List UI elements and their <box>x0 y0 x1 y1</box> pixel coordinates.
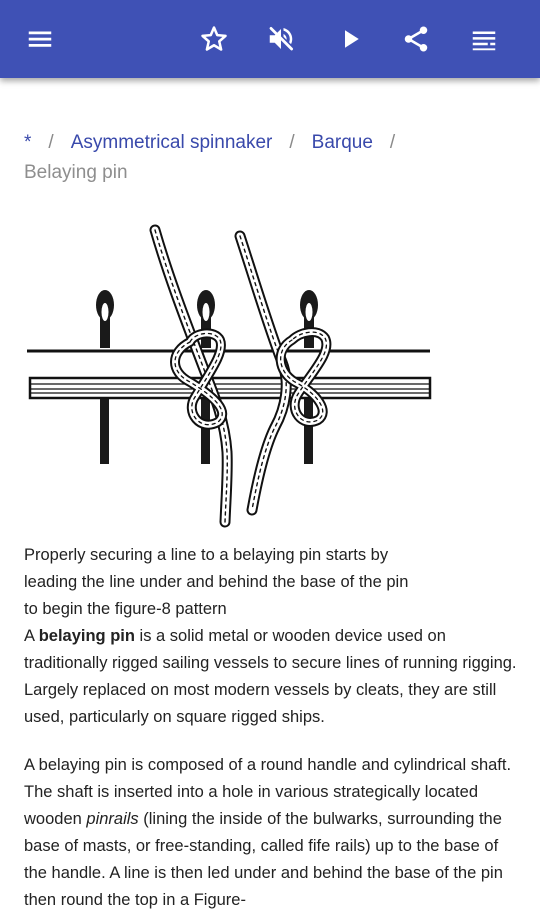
app-toolbar <box>0 0 540 78</box>
belaying-pin-illustration[interactable] <box>20 222 440 532</box>
share-icon <box>401 24 431 54</box>
breadcrumb-item-barque[interactable]: Barque <box>311 132 373 153</box>
list-icon <box>469 24 499 54</box>
breadcrumb-separator: / <box>48 132 54 153</box>
paragraph-text: (lining the inside of the bulwarks, surrounding the base of masts, or free-standing, called fife rails) up to the base of the handle. A line is then led under and behind the base of the pin then round the top in a Figure- <box>24 810 503 909</box>
caption-line: Properly securing a line to a belaying pin starts by <box>24 546 389 564</box>
caption-line: leading the line under and behind the base of the pin <box>24 573 409 591</box>
breadcrumb <box>24 128 524 188</box>
play-button[interactable] <box>330 19 370 59</box>
breadcrumb-separator: / <box>289 132 295 153</box>
share-button[interactable] <box>396 19 436 59</box>
paragraph-text: is a solid metal or wooden device used on traditionally rigged sailing vessels to secure lines of running rigging. Largely replaced on most modern vessels by cleats, they are still used, particularly on square rigged ships. <box>24 627 517 726</box>
term-belaying-pin: belaying pin <box>38 627 135 645</box>
volume-off-icon <box>266 24 296 54</box>
caption-line: to begin the figure-8 pattern <box>24 600 227 618</box>
bookmark-button[interactable] <box>194 19 234 59</box>
star-icon <box>199 24 229 54</box>
article-paragraph-2 <box>24 752 524 914</box>
mute-button[interactable] <box>261 19 301 59</box>
term-pinrails: pinrails <box>86 810 139 828</box>
article-paragraph-1 <box>24 623 524 731</box>
belaying-pin-drawing <box>20 222 440 532</box>
play-icon <box>335 24 365 54</box>
breadcrumb-separator: / <box>389 132 396 153</box>
breadcrumb-item-home[interactable]: * <box>24 132 32 153</box>
menu-icon <box>25 24 55 54</box>
menu-button[interactable] <box>20 19 60 59</box>
breadcrumb-item-asymmetrical-spinnaker[interactable]: Asymmetrical spinnaker <box>70 132 273 153</box>
contents-button[interactable] <box>464 19 504 59</box>
breadcrumb-current: Belaying pin <box>24 162 128 183</box>
paragraph-text: A belaying pin is composed of a round handle and cylindrical shaft. The shaft is inserted into a hole in various strategically located wooden <box>24 756 512 828</box>
paragraph-text: A <box>24 627 39 645</box>
figure-caption <box>24 542 524 623</box>
